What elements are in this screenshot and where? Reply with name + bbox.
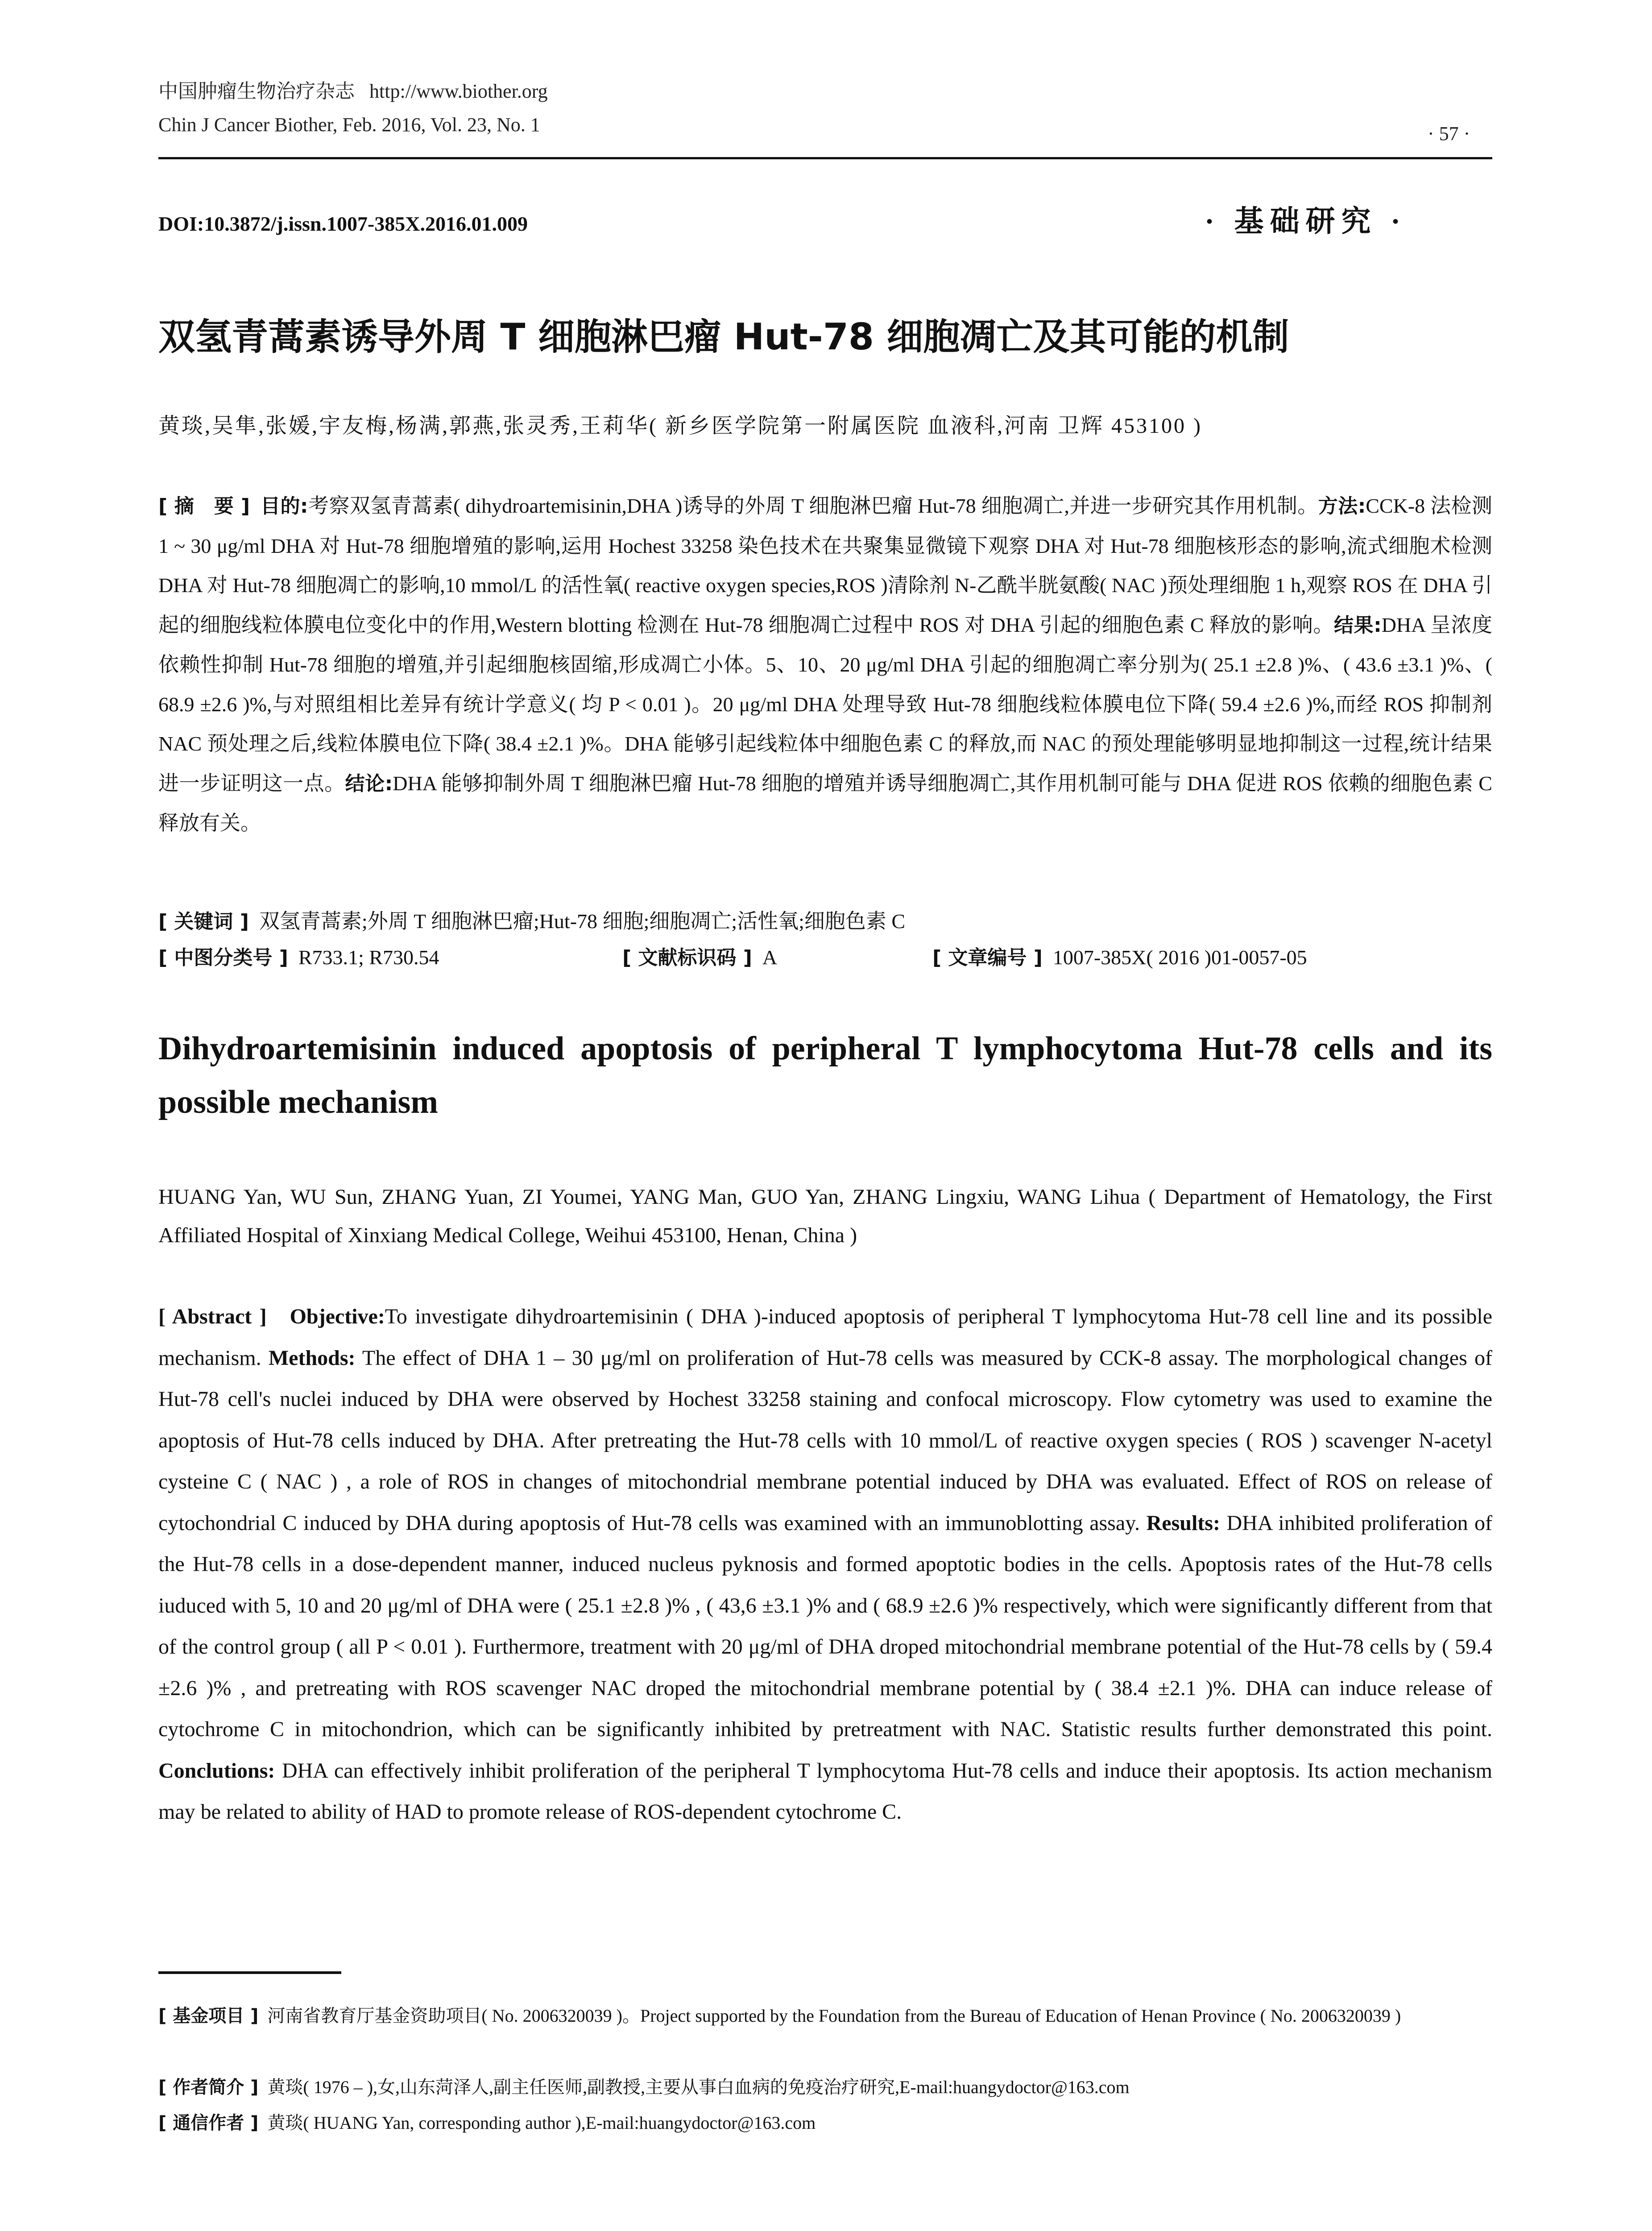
title-cn: 双氢青蒿素诱导外周 T 细胞淋巴瘤 Hut-78 细胞凋亡及其可能的机制 [158,316,1289,358]
journal-url[interactable]: http://www.biother.org [369,80,548,102]
footnote-rule [158,1971,341,1974]
author-bio-label: [ 作者简介 ] [158,2077,259,2098]
keywords-cn [158,905,905,934]
conclusion-cn-text: DHA 能够抑制外周 T 细胞淋巴瘤 Hut-78 细胞的增殖并诱导细胞凋亡,其作用机制可能与 DHA 促进 ROS 依赖的细胞色素 C 释放有关。 [158,771,1492,834]
conclusion-en-label: Conclutions: [158,1758,275,1783]
column-label: · 基础研究 · [1205,205,1407,238]
authors-en: HUANG Yan, WU Sun, ZHANG Yuan, ZI Youmei, YANG Man, GUO Yan, ZHANG Lingxiu, WANG Lihua ( Department of Hematology, the First Affiliated Hospital of Xinxiang Medical College, Weihui 453100, Henan, China ) [158,1185,1492,1247]
doi[interactable]: DOI:10.3872/j.issn.1007-385X.2016.01.009 [158,212,528,235]
clc-number [158,941,439,970]
abstract-cn-label: [ 摘 要 ] [158,495,250,518]
clc-value: R733.1; R730.54 [298,946,439,969]
abstract-cn [158,486,1492,843]
doc-code-label: [ 文献标识码 ] [622,946,752,969]
article-no-value: 1007-385X( 2016 )01-0057-05 [1052,946,1307,969]
objective-en-label: Objective: [290,1305,385,1328]
corresponding-value: 黄琰( HUANG Yan, corresponding author ),E-mail:huangydoctor@163.com [267,2113,816,2133]
conclusion-cn-label: 结论: [345,772,393,795]
methods-cn-label: 方法: [1318,495,1366,518]
methods-cn-text: CCK-8 法检测 1 ~ 30 μg/ml DHA 对 Hut-78 细胞增殖的影响,运用 Hochest 33258 染色技术在共聚集显微镜下观察 DHA 对 Hut-78 细胞核形态的影响,流式细胞术检测 DHA 对 Hut-78 细胞凋亡的影响,10 mmol/L 的活性氧( reactive oxygen species,ROS )清除剂 N-乙酰半胱氨酸( NAC )预处理细胞 1 h,观察 ROS 在 DHA 引起的细胞线粒体膜电位变化中的作用,Western blotting 检测在 Hut-78 细胞凋亡过程中 ROS 对 DHA 引起的细胞色素 C 释放的影响。 [158,494,1492,636]
objective-cn-label: 目的: [261,495,308,518]
article-number [932,941,1307,970]
journal-citation-en: Chin J Cancer Biother, Feb. 2016, Vol. 23, No. 1 [158,114,540,136]
journal-header-cn [158,75,548,104]
objective-en-text: To investigate dihydroartemisinin ( DHA )-induced apoptosis of peripheral T lymphocytoma Hut-78 cell line and its possible mechanism. [158,1305,1493,1370]
results-cn-label: 结果: [1333,614,1382,637]
author-bio-value: 黄琰( 1976 – ),女,山东菏泽人,副主任医师,副教授,主要从事白血病的免疫治疗研究,E-mail:huangydoctor@163.com [267,2077,1130,2097]
page-number: · 57 · [1428,123,1470,145]
conclusion-en-text: DHA can effectively inhibit proliferation of the peripheral T lymphocytoma Hut-78 cells and induce their apoptosis. Its action mechanism may be related to ability of HAD to promote release of ROS-dependent cytochrome C. [158,1758,1493,1824]
header-rule [158,157,1492,159]
abstract-en [158,1296,1492,1833]
methods-en-label: Methods: [268,1346,356,1370]
journal-name-cn: 中国肿瘤生物治疗杂志 [158,80,355,102]
results-en-text: DHA inhibited proliferation of the Hut-78 cells in a dose-dependent manner, induced nucleus pyknosis and formed apoptotic bodies in the cells. Apoptosis rates of the Hut-78 cells iuduced with 5, 10 and 20 μg/ml of DHA were ( 25.1 ±2.8 )% , ( 43,6 ±3.1 )% and ( 68.9 ±2.6 )% respectively, which were significantly different from that of the control group ( all P < 0.01 ). Furthermore, treatment with 20 μg/ml of DHA droped mitochondrial membrane potential of the Hut-78 cells by ( 59.4 ±2.6 )% , and pretreating with ROS scavenger NAC droped the mitochondrial membrane potential by ( 38.4 ±2.1 )%. DHA can induce release of cytochrome C in mitochondrion, which can be significantly inhibited by pretreatment with NAC. Statistic results further demonstrated this point. [158,1511,1493,1741]
objective-cn-text: 考察双氢青蒿素( dihydroartemisinin,DHA )诱导的外周 T 细胞淋巴瘤 Hut-78 细胞凋亡,并进一步研究其作用机制。 [308,494,1318,517]
abstract-en-label: [ Abstract ] [158,1305,267,1328]
authors-cn: 黄琰,吴隼,张媛,宇友梅,杨满,郭燕,张灵秀,王莉华( 新乡医学院第一附属医院 血液科,河南 卫辉 453100 ) [158,414,1202,438]
corresponding-label: [ 通信作者 ] [158,2113,259,2133]
fund-label: [ 基金项目 ] [158,2006,259,2026]
keywords-label: [ 关键词 ] [158,910,249,933]
methods-en-text: The effect of DHA 1 – 30 μg/ml on proliferation of Hut-78 cells was measured by CCK-8 assay. The morphological changes of Hut-78 cell's nuclei induced by DHA were observed by Hochest 33258 staining and confocal microscopy. Flow cytometry was used to examine the apoptosis of Hut-78 cells induced by DHA. After pretreating the Hut-78 cells with 10 mmol/L of reactive oxygen species ( ROS ) scavenger N-acetyl cysteine C ( NAC ) , a role of ROS in changes of mitochondrial membrane potential induced by DHA was evaluated. Effect of ROS on release of cytochondrial C induced by DHA during apoptosis of Hut-78 cells was examined with an immunoblotting assay. [158,1346,1493,1535]
results-en-label: Results: [1146,1511,1220,1535]
document-code [622,941,777,970]
article-no-label: [ 文章编号 ] [932,946,1043,969]
keywords-value: 双氢青蒿素;外周 T 细胞淋巴瘤;Hut-78 细胞;细胞凋亡;活性氧;细胞色素 C [259,910,906,933]
footnote-corresponding [158,2105,1492,2141]
footnote-fund [158,1998,1492,2034]
doc-code-value: A [762,946,778,969]
footnote-author-bio [158,2069,1492,2105]
clc-label: [ 中图分类号 ] [158,946,288,969]
title-en: Dihydroartemisinin induced apoptosis of peripheral T lymphocytoma Hut-78 cells and its possible mechanism [158,1030,1492,1120]
fund-value: 河南省教育厅基金资助项目( No. 2006320039 )。Project supported by the Foundation from the Bureau of Education of Henan Province ( No. 2006320039 ) [267,2006,1401,2026]
results-cn-text: DHA 呈浓度依赖性抑制 Hut-78 细胞的增殖,并引起细胞核固缩,形成凋亡小体。5、10、20 μg/ml DHA 引起的细胞凋亡率分别为( 25.1 ±2.8 )%、( 43.6 ±3.1 )%、( 68.9 ±2.6 )%,与对照组相比差异有统计学意义( 均 P < 0.01 )。20 μg/ml DHA 处理导致 Hut-78 细胞线粒体膜电位下降( 59.4 ±2.6 )%,而经 ROS 抑制剂 NAC 预处理之后,线粒体膜电位下降( 38.4 ±2.1 )%。DHA 能够引起线粒体中细胞色素 C 的释放,而 NAC 的预处理能够明显地抑制这一过程,统计结果进一步证明这一点。 [158,613,1492,795]
